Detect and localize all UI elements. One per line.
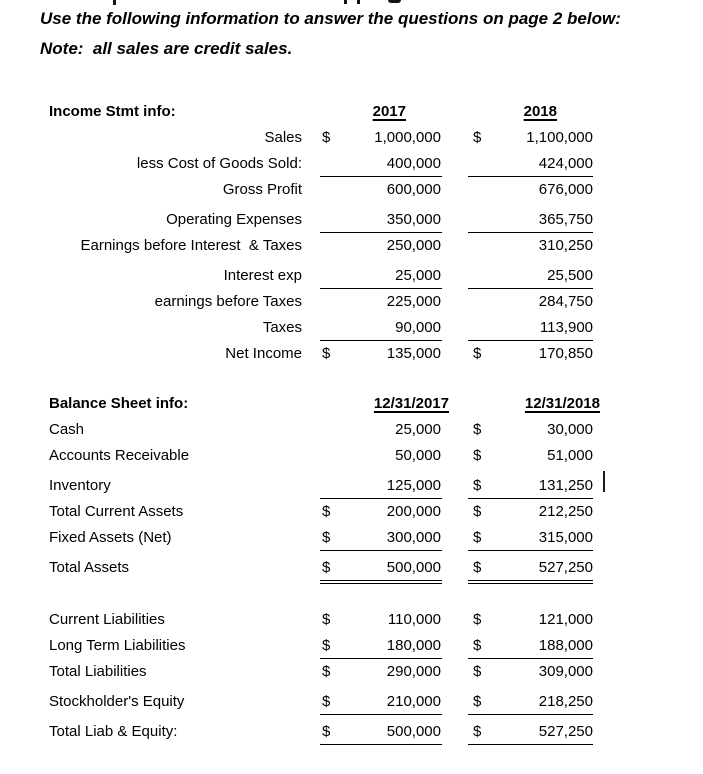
currency-symbol: $ — [322, 723, 331, 740]
balance-row-fixed-assets — [49, 525, 703, 551]
amount-2018 — [468, 607, 593, 633]
amount-2017 — [320, 125, 442, 151]
amount-value: 121,000 — [538, 611, 593, 628]
row-label: Sales — [264, 129, 302, 146]
currency-symbol: $ — [473, 129, 482, 146]
amount-value: 527,250 — [538, 559, 593, 576]
amount-value: 25,500 — [547, 267, 593, 284]
balance-title: Balance Sheet info: — [49, 395, 189, 412]
amount-value: 110,000 — [387, 611, 441, 628]
row-label: Interest exp — [223, 267, 302, 284]
currency-symbol: $ — [473, 693, 482, 710]
amount-2017 — [320, 633, 442, 659]
amount-value: 212,250 — [538, 503, 593, 520]
amount-2018 — [468, 263, 593, 289]
amount-2018 — [468, 417, 593, 443]
amount-value: 113,900 — [539, 319, 593, 336]
currency-symbol: $ — [322, 345, 331, 362]
amount-value: 170,850 — [538, 345, 593, 362]
col-header-12-31-2018 — [468, 391, 600, 417]
row-label: Stockholder's Equity — [49, 693, 185, 710]
currency-symbol: $ — [473, 723, 482, 740]
row-label: Operating Expenses — [166, 211, 302, 228]
currency-symbol: $ — [322, 503, 331, 520]
amount-2017 — [320, 473, 442, 499]
currency-symbol: $ — [473, 477, 482, 494]
clipped-text-fragment — [344, 0, 347, 4]
amount-2017 — [320, 315, 442, 341]
balance-row-current-liabilities — [49, 607, 703, 633]
currency-symbol: $ — [473, 637, 482, 654]
clipped-text-fragment — [357, 0, 360, 4]
currency-symbol: $ — [322, 529, 331, 546]
date-label: 12/31/2018 — [524, 395, 600, 412]
intro-block — [40, 0, 703, 64]
currency-symbol: $ — [322, 559, 331, 576]
text-cursor — [603, 471, 605, 492]
currency-symbol: $ — [473, 345, 482, 362]
row-label: Net Income — [225, 345, 302, 362]
income-row-earnings-before-taxes — [49, 289, 703, 315]
amount-2017 — [320, 659, 442, 685]
amount-value: 200,000 — [386, 503, 441, 520]
balance-row-total-liabilities — [49, 659, 703, 685]
row-label: Current Liabilities — [49, 611, 165, 628]
amount-2018 — [468, 689, 593, 715]
amount-value: 51,000 — [547, 447, 593, 464]
currency-symbol: $ — [473, 421, 482, 438]
amount-2018 — [468, 443, 593, 469]
amount-2017 — [320, 177, 442, 203]
row-label: Gross Profit — [222, 181, 302, 198]
year-label: 2017 — [372, 103, 406, 120]
amount-2018 — [468, 289, 593, 315]
amount-2017 — [320, 719, 442, 745]
amount-2018 — [468, 315, 593, 341]
amount-2017 — [320, 689, 442, 715]
amount-value: 310,250 — [538, 237, 593, 254]
row-label: Earnings before Interest & Taxes — [80, 237, 302, 254]
amount-2017 — [320, 525, 442, 551]
amount-2018 — [468, 719, 593, 745]
row-label: earnings before Taxes — [154, 293, 302, 310]
income-row-cogs — [49, 151, 703, 177]
amount-2018 — [468, 125, 593, 151]
amount-value: 1,100,000 — [526, 129, 593, 146]
amount-value: 180,000 — [386, 637, 441, 654]
amount-2017 — [320, 555, 442, 581]
currency-symbol: $ — [473, 447, 482, 464]
amount-2017 — [320, 233, 442, 259]
amount-value: 350,000 — [386, 211, 441, 228]
income-row-interest-expense — [49, 263, 703, 289]
amount-value: 210,000 — [386, 693, 441, 710]
row-label: Fixed Assets (Net) — [49, 529, 172, 546]
year-label: 2018 — [523, 103, 557, 120]
amount-value: 225,000 — [386, 293, 441, 310]
amount-2018 — [468, 633, 593, 659]
amount-value: 600,000 — [386, 181, 441, 198]
amount-value: 300,000 — [386, 529, 441, 546]
income-row-operating-expenses — [49, 207, 703, 233]
amount-value: 250,000 — [386, 237, 441, 254]
income-row-net-income — [49, 341, 703, 367]
row-label: Cash — [49, 421, 85, 438]
date-label: 12/31/2017 — [373, 395, 449, 412]
amount-value: 290,000 — [386, 663, 441, 680]
amount-2017 — [320, 207, 442, 233]
amount-2017 — [320, 607, 442, 633]
amount-value: 131,250 — [538, 477, 593, 494]
amount-value: 400,000 — [386, 155, 441, 172]
currency-symbol: $ — [322, 693, 331, 710]
amount-2018 — [468, 151, 593, 177]
row-label: Long Term Liabilities — [49, 637, 186, 654]
amount-value: 125,000 — [386, 477, 441, 494]
currency-symbol: $ — [322, 129, 331, 146]
amount-value: 309,000 — [538, 663, 593, 680]
income-header-row — [49, 99, 703, 125]
currency-symbol: $ — [322, 663, 331, 680]
currency-symbol: $ — [473, 559, 482, 576]
balance-header-row — [49, 391, 703, 417]
amount-2017 — [320, 289, 442, 315]
currency-symbol: $ — [473, 529, 482, 546]
clipped-text-fragment — [388, 0, 401, 3]
amount-2017 — [320, 263, 442, 289]
amount-value: 218,250 — [538, 693, 593, 710]
income-row-gross-profit — [49, 177, 703, 203]
amount-value: 135,000 — [386, 345, 441, 362]
row-label: Total Liab & Equity: — [49, 723, 178, 740]
row-label: Inventory — [49, 477, 111, 494]
intro-line-1: Use the following information to answer the questions on page 2 below: — [40, 9, 621, 28]
amount-value: 25,000 — [395, 421, 441, 438]
amount-2018 — [468, 555, 593, 581]
amount-value: 284,750 — [538, 293, 593, 310]
col-header-2018 — [468, 99, 593, 125]
amount-2018 — [468, 499, 593, 525]
clipped-text-fragment — [113, 0, 116, 5]
amount-2018 — [468, 207, 593, 233]
amount-value: 500,000 — [386, 559, 441, 576]
amount-2017 — [320, 341, 442, 367]
amount-value: 365,750 — [538, 211, 593, 228]
row-label: Taxes — [262, 319, 302, 336]
amount-2017 — [320, 151, 442, 177]
income-statement-table — [49, 99, 703, 367]
balance-row-accounts-receivable — [49, 443, 703, 469]
income-row-ebit — [49, 233, 703, 259]
amount-value: 424,000 — [538, 155, 593, 172]
amount-2017 — [320, 417, 442, 443]
row-label: Total Liabilities — [49, 663, 147, 680]
amount-2018 — [468, 341, 593, 367]
amount-value: 1,000,000 — [374, 129, 441, 146]
balance-row-long-term-liabilities — [49, 633, 703, 659]
currency-symbol: $ — [322, 637, 331, 654]
amount-2018 — [468, 473, 593, 499]
currency-symbol: $ — [473, 663, 482, 680]
amount-2017 — [320, 443, 442, 469]
currency-symbol: $ — [473, 611, 482, 628]
amount-value: 30,000 — [547, 421, 593, 438]
amount-2018 — [468, 659, 593, 685]
balance-row-stockholders-equity — [49, 689, 703, 715]
amount-value: 188,000 — [538, 637, 593, 654]
amount-2017 — [320, 499, 442, 525]
balance-row-total-assets — [49, 555, 703, 581]
amount-value: 315,000 — [538, 529, 593, 546]
balance-sheet-table — [49, 391, 703, 745]
amount-value: 500,000 — [386, 723, 441, 740]
amount-value: 90,000 — [395, 319, 441, 336]
amount-value: 527,250 — [538, 723, 593, 740]
income-title: Income Stmt info: — [49, 103, 176, 120]
amount-value: 25,000 — [395, 267, 441, 284]
currency-symbol: $ — [473, 503, 482, 520]
amount-2018 — [468, 233, 593, 259]
amount-value: 50,000 — [395, 447, 441, 464]
col-header-2017 — [320, 99, 442, 125]
income-row-sales — [49, 125, 703, 151]
balance-row-total-current-assets — [49, 499, 703, 525]
balance-row-cash — [49, 417, 703, 443]
amount-2018 — [468, 525, 593, 551]
balance-row-total-liab-equity — [49, 719, 703, 745]
row-label: Accounts Receivable — [49, 447, 190, 464]
currency-symbol: $ — [322, 611, 331, 628]
row-label: Total Assets — [49, 559, 130, 576]
amount-value: 676,000 — [538, 181, 593, 198]
row-label: Total Current Assets — [49, 503, 184, 520]
intro-line-2: Note: all sales are credit sales. — [40, 39, 293, 58]
amount-2018 — [468, 177, 593, 203]
income-row-taxes — [49, 315, 703, 341]
row-label: less Cost of Goods Sold: — [136, 155, 302, 172]
col-header-12-31-2017 — [320, 391, 449, 417]
